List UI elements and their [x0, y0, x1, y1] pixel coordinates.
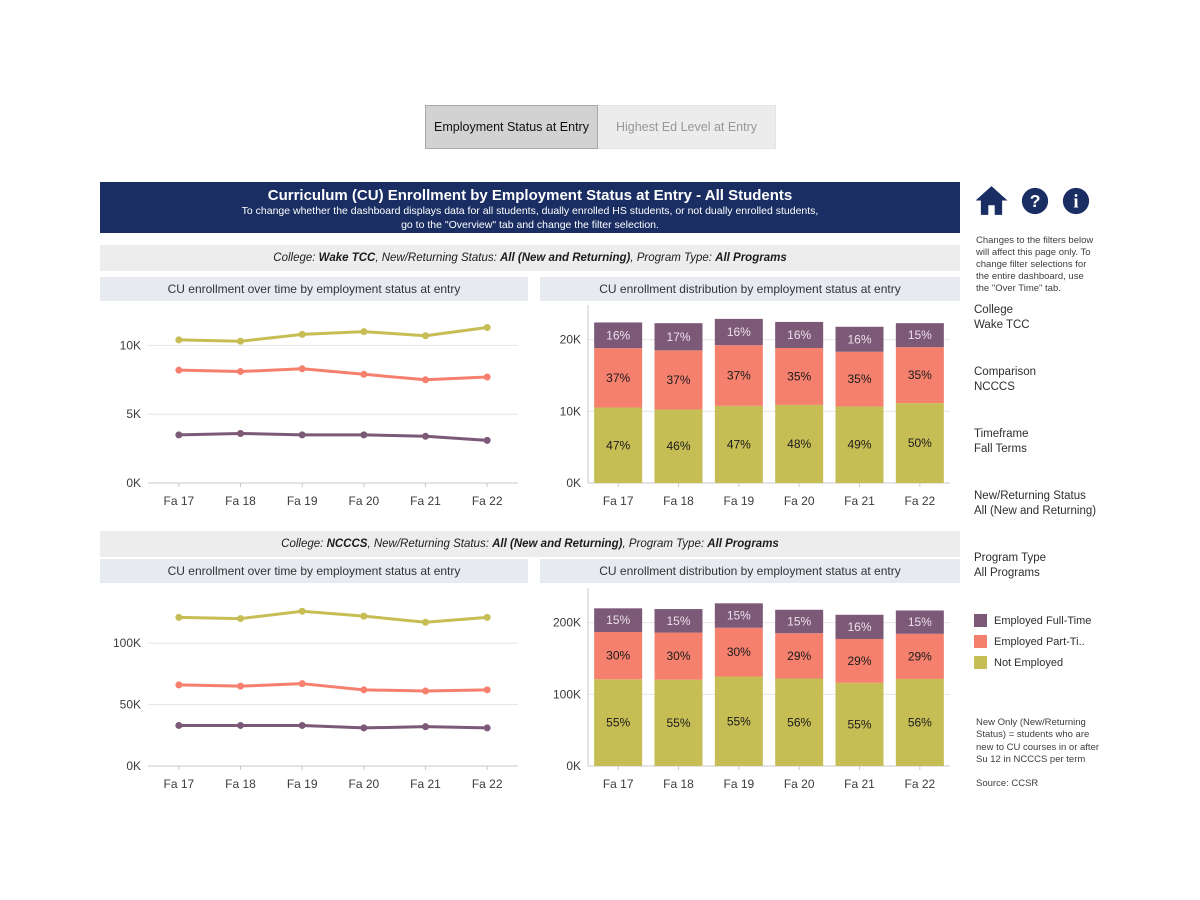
filter-group-value[interactable]: All (New and Returning) — [974, 504, 1097, 517]
filter-group-new-returning-status[interactable] — [974, 489, 1104, 519]
svg-text:46%: 46% — [666, 439, 691, 454]
svg-text:10K: 10K — [559, 404, 581, 419]
svg-text:Fa 22: Fa 22 — [471, 777, 503, 791]
svg-text:17%: 17% — [666, 329, 691, 344]
svg-text:Fa 21: Fa 21 — [410, 777, 441, 791]
filter-group-label: College — [974, 304, 1013, 316]
svg-text:29%: 29% — [907, 649, 932, 664]
filter-group-college[interactable] — [974, 303, 1104, 333]
svg-text:35%: 35% — [907, 368, 932, 383]
svg-text:Fa 21: Fa 21 — [410, 494, 441, 508]
svg-text:5K: 5K — [126, 407, 141, 422]
tab-strip — [425, 105, 776, 149]
svg-text:37%: 37% — [666, 372, 691, 387]
svg-text:Fa 20: Fa 20 — [348, 777, 380, 791]
filter-value-program: All Programs — [715, 252, 787, 264]
svg-text:Fa 17: Fa 17 — [602, 777, 634, 791]
filter-group-value[interactable]: Wake TCC — [974, 318, 1030, 331]
svg-text:0K: 0K — [126, 476, 141, 490]
legend-label: Employed Full-Time — [994, 614, 1092, 627]
filter-group-program-type[interactable] — [974, 551, 1104, 581]
svg-text:15%: 15% — [606, 613, 631, 628]
filter-group-label: New/Returning Status — [974, 490, 1086, 502]
svg-text:35%: 35% — [787, 369, 812, 384]
svg-text:30%: 30% — [666, 649, 691, 664]
stacked-bar-chart-wake-distribution[interactable] — [540, 301, 960, 513]
svg-text:16%: 16% — [847, 619, 872, 634]
svg-text:35%: 35% — [847, 372, 872, 387]
legend-item-employed-full-time[interactable] — [974, 614, 1091, 627]
dashboard-header — [100, 182, 960, 233]
legend-label: Employed Part-Ti.. — [994, 635, 1085, 648]
svg-text:37%: 37% — [726, 368, 751, 383]
filter-group-comparison[interactable] — [974, 365, 1104, 395]
right-rail — [972, 0, 1108, 900]
svg-text:200K: 200K — [552, 615, 581, 630]
svg-text:49%: 49% — [847, 437, 872, 452]
source-text: Source: CCSR — [976, 778, 1039, 789]
legend-swatch-purple — [974, 614, 987, 627]
filter-group-value[interactable]: Fall Terms — [974, 442, 1027, 455]
filter-group-label: Program Type — [974, 552, 1047, 564]
svg-text:Fa 17: Fa 17 — [163, 777, 195, 791]
legend-item-not-employed[interactable] — [974, 656, 1091, 669]
legend-label: Not Employed — [994, 656, 1064, 669]
svg-text:Fa 18: Fa 18 — [663, 777, 694, 791]
svg-text:55%: 55% — [847, 717, 872, 732]
svg-text:10K: 10K — [119, 338, 141, 353]
filter-label: , Program Type: — [630, 252, 716, 264]
svg-text:Fa 20: Fa 20 — [783, 777, 815, 791]
svg-text:Fa 19: Fa 19 — [723, 494, 755, 508]
filter-summary-bar-ncccs — [100, 531, 960, 557]
filter-label: , New/Returning Status: — [367, 538, 493, 550]
svg-text:Fa 18: Fa 18 — [663, 494, 694, 508]
filters-note: Changes to the filters below will affect this page only. To change filter selections for the entire dashboard, use the "Over Time" tab. — [976, 235, 1094, 294]
svg-text:100K: 100K — [112, 636, 141, 651]
svg-text:Fa 22: Fa 22 — [904, 777, 936, 791]
svg-text:Fa 18: Fa 18 — [225, 494, 256, 508]
svg-text:Fa 19: Fa 19 — [723, 777, 755, 791]
chart-title-wake-line: CU enrollment over time by employment status at entry — [100, 277, 528, 301]
chart-title-ncccs-distribution: CU enrollment distribution by employment status at entry — [540, 559, 960, 583]
svg-text:15%: 15% — [787, 614, 812, 629]
svg-text:Fa 21: Fa 21 — [844, 494, 875, 508]
svg-text:100K: 100K — [552, 687, 581, 702]
svg-text:Fa 22: Fa 22 — [904, 494, 936, 508]
help-icon[interactable] — [1020, 186, 1050, 216]
filter-group-label: Timeframe — [974, 428, 1029, 440]
svg-text:16%: 16% — [847, 332, 872, 347]
svg-text:Fa 20: Fa 20 — [783, 494, 815, 508]
filter-value-program: All Programs — [707, 538, 779, 550]
svg-text:50K: 50K — [119, 697, 141, 712]
line-chart-ncccs-enrollment[interactable] — [100, 584, 528, 796]
chart-title-wake-distribution: CU enrollment distribution by employment status at entry — [540, 277, 960, 301]
svg-text:29%: 29% — [847, 653, 872, 668]
chart-title-ncccs-line: CU enrollment over time by employment status at entry — [100, 559, 528, 583]
svg-text:47%: 47% — [726, 437, 751, 452]
svg-text:0K: 0K — [126, 759, 141, 773]
svg-text:37%: 37% — [606, 370, 631, 385]
page-title: Curriculum (CU) Enrollment by Employment Status at Entry - All Students — [267, 187, 793, 204]
filter-label: College: — [281, 538, 327, 550]
svg-text:56%: 56% — [787, 715, 812, 730]
filter-group-timeframe[interactable] — [974, 427, 1104, 457]
filter-value-college: NCCCS — [326, 538, 368, 550]
svg-text:15%: 15% — [907, 328, 932, 343]
svg-text:55%: 55% — [606, 715, 631, 730]
page-subtitle-line1: To change whether the dashboard displays data for all students, dually enrolled HS students, or not dually enrolled students, — [241, 205, 819, 217]
filter-summary-bar-wake — [100, 245, 960, 271]
page-subtitle-line2: go to the "Overview" tab and change the filter selection. — [401, 219, 659, 232]
svg-text:55%: 55% — [726, 714, 751, 729]
svg-text:48%: 48% — [787, 436, 812, 451]
tab-highest-ed-level-at-entry[interactable]: Highest Ed Level at Entry — [598, 105, 776, 149]
svg-text:20K: 20K — [559, 332, 581, 347]
svg-text:Fa 17: Fa 17 — [602, 494, 634, 508]
svg-text:30%: 30% — [726, 645, 751, 660]
svg-text:55%: 55% — [666, 715, 691, 730]
filter-label: College: — [273, 252, 319, 264]
svg-text:16%: 16% — [787, 327, 812, 342]
info-icon[interactable] — [1061, 186, 1091, 216]
svg-text:56%: 56% — [907, 715, 932, 730]
svg-text:16%: 16% — [726, 325, 751, 340]
svg-text:15%: 15% — [666, 613, 691, 628]
filter-label: , Program Type: — [622, 538, 708, 550]
filter-value-status: All (New and Returning) — [492, 538, 623, 550]
svg-text:Fa 19: Fa 19 — [286, 777, 318, 791]
filter-group-value[interactable]: All Programs — [974, 566, 1040, 579]
svg-text:0K: 0K — [566, 476, 581, 490]
svg-text:16%: 16% — [606, 328, 631, 343]
svg-text:29%: 29% — [787, 648, 812, 663]
filter-value-college: Wake TCC — [318, 252, 376, 264]
legend-swatch-olive — [974, 656, 987, 669]
color-legend — [974, 614, 1091, 677]
svg-text:Fa 19: Fa 19 — [286, 494, 318, 508]
svg-text:?: ? — [1029, 191, 1041, 212]
toolbar-icons — [974, 184, 1091, 218]
stacked-bar-chart-ncccs-distribution[interactable] — [540, 584, 960, 796]
svg-text:15%: 15% — [907, 615, 932, 630]
svg-text:30%: 30% — [606, 648, 631, 663]
svg-text:Fa 22: Fa 22 — [471, 494, 503, 508]
new-only-footnote: New Only (New/Returning Status) = students who are new to CU courses in or after Su 12 in NCCCS per term — [976, 717, 1100, 766]
svg-text:Fa 18: Fa 18 — [225, 777, 256, 791]
svg-text:Fa 20: Fa 20 — [348, 494, 380, 508]
svg-text:Fa 17: Fa 17 — [163, 494, 195, 508]
home-icon[interactable] — [974, 184, 1009, 218]
filter-value-status: All (New and Returning) — [500, 252, 631, 264]
legend-swatch-salmon — [974, 635, 987, 648]
svg-text:50%: 50% — [907, 436, 932, 451]
line-chart-wake-enrollment[interactable] — [100, 301, 528, 513]
filter-group-label: Comparison — [974, 366, 1036, 378]
svg-text:i: i — [1073, 191, 1079, 213]
svg-text:47%: 47% — [606, 438, 631, 453]
svg-text:Fa 21: Fa 21 — [844, 777, 875, 791]
svg-text:0K: 0K — [566, 759, 581, 773]
filter-group-value[interactable]: NCCCS — [974, 380, 1015, 393]
svg-text:15%: 15% — [726, 608, 751, 623]
filter-label: , New/Returning Status: — [375, 252, 500, 264]
tab-employment-status-at-entry[interactable]: Employment Status at Entry — [425, 105, 598, 149]
legend-item-employed-part-time[interactable] — [974, 635, 1091, 648]
